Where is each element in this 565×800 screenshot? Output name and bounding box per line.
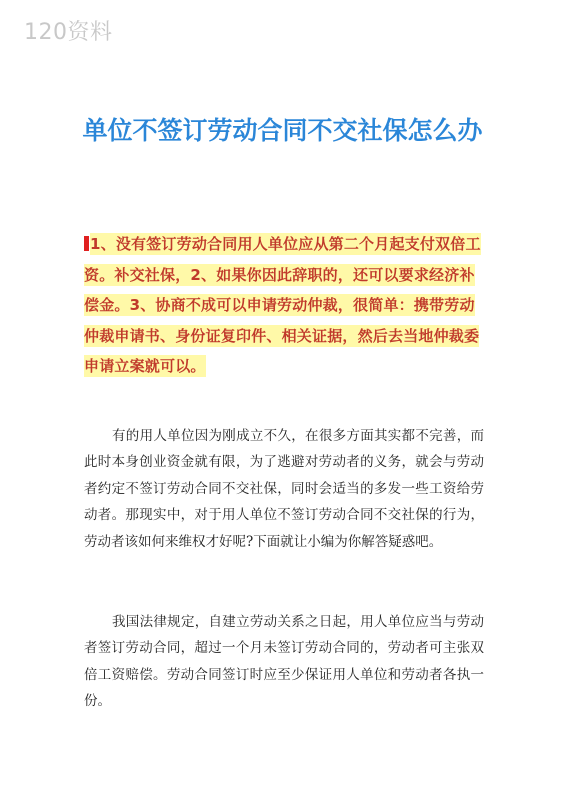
summary-highlight [84, 229, 484, 382]
body-paragraph-2: 我国法律规定，自建立劳动关系之日起，用人单位应当与劳动者签订劳动合同，超过一个月未签订劳动合同的，劳动者可主张双倍工资赔偿。劳动合同签订时应至少保证用人单位和劳动者各执一份。 [84, 614, 484, 710]
highlight-marker [84, 236, 89, 251]
document-title: 单位不签订劳动合同不交社保怎么办 [82, 116, 483, 145]
body-paragraph-1: 有的用人单位因为刚成立不久，在很多方面其实都不完善，而此时本身创业资金就有限，为了逃避对劳动者的义务，就会与劳动者约定不签订劳动合同不交社保，同时会适当的多发一些工资给劳动者。那现实中，对于用人单位不签订劳动合同不交社保的行为，劳动者该如何来维权才好呢?下面就让小编为你解答疑惑吧。 [84, 428, 484, 550]
watermark-logo: 120资料 [24, 20, 113, 45]
summary-text: 1、没有签订劳动合同用人单位应从第二个月起支付双倍工资。补交社保，2、如果你因此辞职的，还可以要求经济补偿金。3、协商不成可以申请劳动仲裁，很简单：携带劳动仲裁申请书、身份证复印件、相关证据，然后去当地仲裁委申请立案就可以。 [84, 235, 481, 375]
